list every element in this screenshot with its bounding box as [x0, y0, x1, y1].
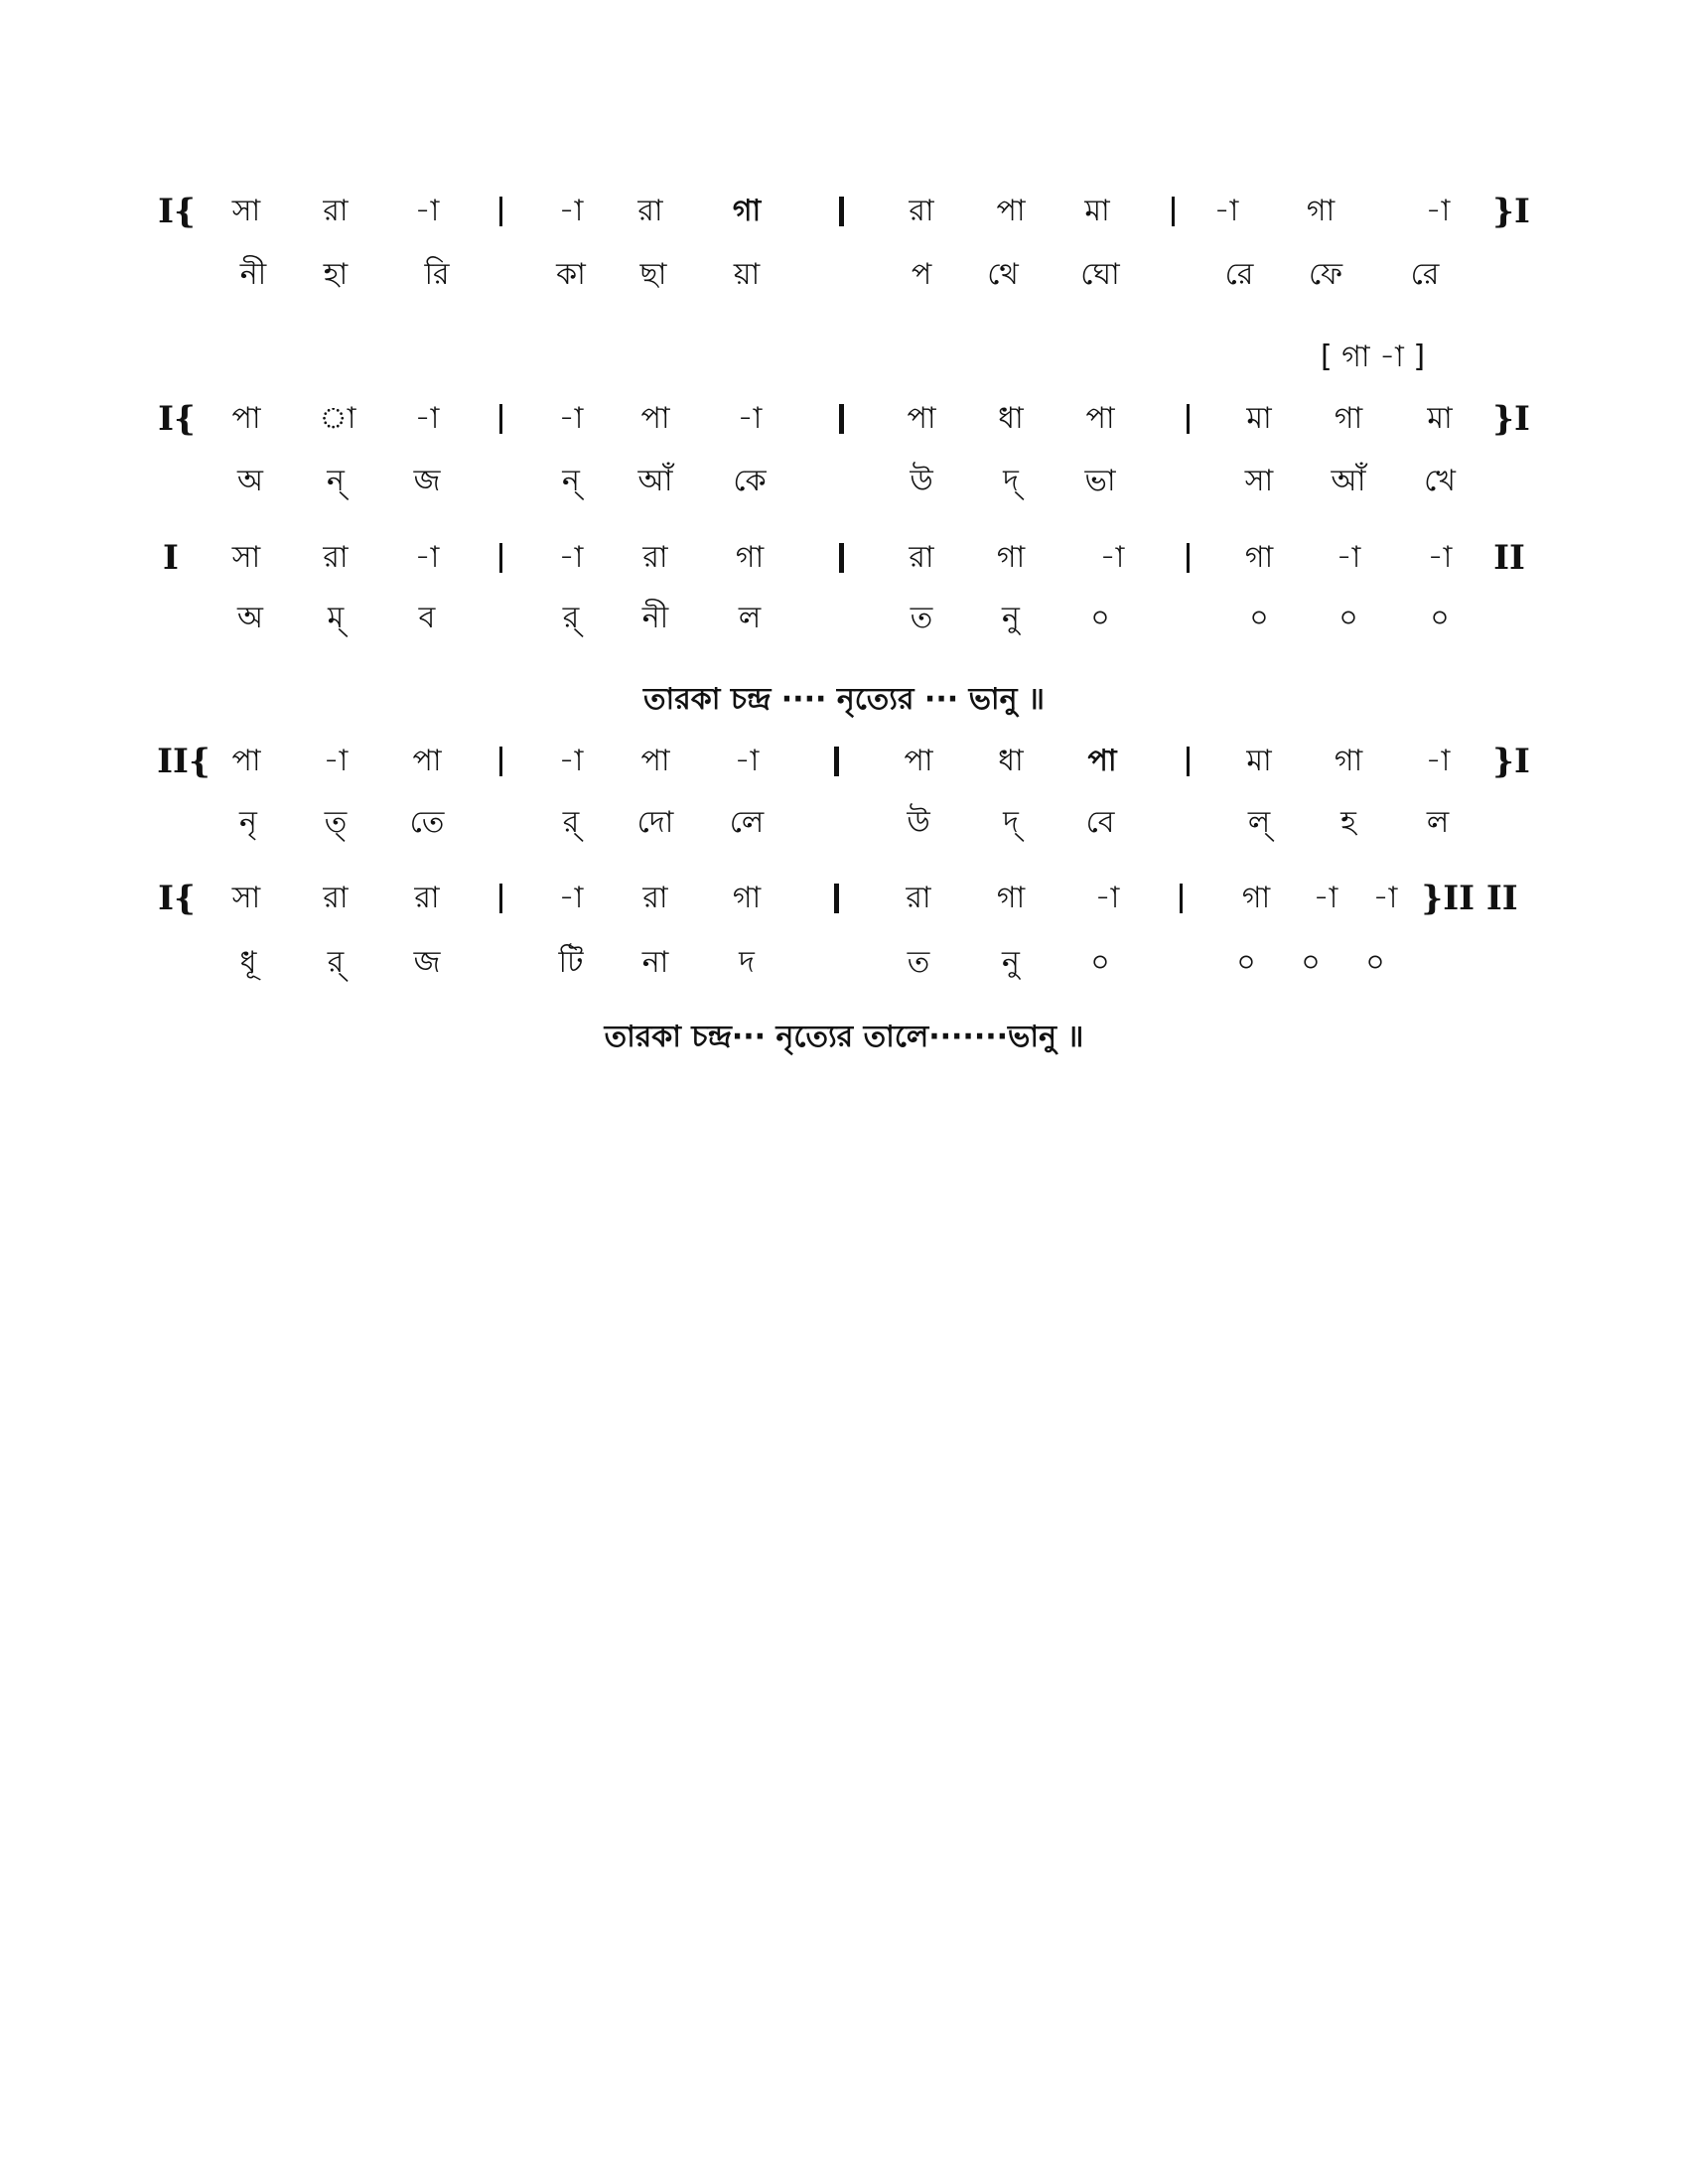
- note: পা: [907, 401, 936, 436]
- beat-bar: [499, 197, 502, 226]
- note: রা: [323, 194, 349, 228]
- note: সা: [231, 540, 261, 575]
- note: গা: [1241, 881, 1271, 915]
- note: রা: [637, 194, 663, 228]
- syllable: ব: [418, 601, 436, 635]
- syllable: হা: [323, 257, 349, 292]
- note: ধা: [998, 401, 1024, 436]
- note: পা: [231, 744, 261, 778]
- end-mark: II: [1493, 538, 1525, 578]
- syllable: বে: [1085, 805, 1115, 840]
- syllable: কে: [733, 464, 767, 498]
- note: পা: [996, 194, 1026, 228]
- syllable: ০: [1236, 945, 1256, 980]
- syllable: দো: [636, 805, 674, 840]
- notation-line-1: [0, 187, 1688, 236]
- syllable: খে: [1424, 464, 1456, 498]
- syllable: য়া: [733, 257, 761, 292]
- note: -া: [1425, 744, 1451, 778]
- syllable: কা: [556, 257, 586, 292]
- note: -া: [323, 744, 349, 778]
- syllable: দ্: [1003, 464, 1019, 498]
- end-mark: }II II: [1421, 879, 1518, 918]
- notation-line-4: [0, 737, 1688, 786]
- note: -া: [1213, 194, 1239, 228]
- syllable: ০: [1249, 601, 1269, 635]
- note: -া: [1427, 540, 1453, 575]
- note: -া: [1425, 194, 1451, 228]
- syllable: আঁ: [1331, 464, 1366, 498]
- syllable: হ: [1340, 805, 1356, 840]
- syllable: ত: [907, 945, 930, 980]
- syllable: লে: [729, 805, 765, 840]
- beat-bar: [1180, 884, 1183, 913]
- start-mark: II{: [157, 742, 211, 781]
- start-mark: I: [163, 538, 179, 578]
- note: রা: [323, 881, 349, 915]
- syllable: নু: [1002, 945, 1020, 980]
- note: মা: [1084, 194, 1110, 228]
- note: রা: [323, 540, 349, 575]
- start-mark: I{: [158, 879, 196, 918]
- measure-bar: [839, 197, 844, 226]
- note: মা: [1246, 744, 1272, 778]
- syllable: না: [641, 945, 669, 980]
- notation-line-5: [0, 874, 1688, 923]
- note: -া: [414, 401, 440, 436]
- syllable: তে: [409, 805, 445, 840]
- syllable: ন্: [327, 464, 345, 498]
- note: -া: [558, 401, 584, 436]
- beat-bar: [499, 747, 502, 776]
- note: -া: [558, 194, 584, 228]
- measure-bar: [834, 884, 839, 913]
- note: -া: [1099, 540, 1125, 575]
- beat-bar: [499, 884, 502, 913]
- lyrics-line-2: [0, 457, 1688, 506]
- note: -া: [558, 881, 584, 915]
- note: রা: [414, 881, 440, 915]
- syllable: ত্: [324, 805, 348, 840]
- note: -া: [414, 540, 440, 575]
- note: -া: [1372, 881, 1398, 915]
- note: গা: [1244, 540, 1274, 575]
- lyrics-line-1: [0, 250, 1688, 300]
- note: সা: [231, 194, 261, 228]
- note: গা: [996, 881, 1026, 915]
- note: পা: [231, 401, 261, 436]
- syllable: দ্: [1003, 805, 1019, 840]
- syllable: র্: [327, 945, 345, 980]
- notation-line-2: [0, 394, 1688, 444]
- syllable: র্: [562, 601, 580, 635]
- syllable: ধূ: [239, 945, 257, 980]
- note: পা: [1087, 744, 1117, 778]
- note: মা: [1427, 401, 1453, 436]
- syllable: থে: [987, 257, 1019, 292]
- note: পা: [1085, 401, 1115, 436]
- note: রা: [642, 881, 668, 915]
- syllable: নী: [239, 257, 267, 292]
- note: -া: [414, 194, 440, 228]
- beat-bar: [1187, 747, 1190, 776]
- syllable: ম্: [327, 601, 345, 635]
- syllable: আঁ: [637, 464, 673, 498]
- syllable: অ: [237, 464, 263, 498]
- note: রা: [906, 881, 931, 915]
- end-mark: }I: [1492, 742, 1530, 781]
- measure-bar: [839, 543, 844, 573]
- note: সা: [231, 881, 261, 915]
- notation-line-3: [0, 533, 1688, 583]
- start-mark: I{: [158, 192, 196, 231]
- lyrics-line-3: [0, 594, 1688, 643]
- syllable: রি: [424, 257, 450, 292]
- note: গা: [732, 194, 762, 228]
- syllable: উ: [910, 464, 933, 498]
- alternate-notation: [ গা -া ]: [1321, 340, 1426, 374]
- note: পা: [904, 744, 933, 778]
- lyrics-line-5: [0, 938, 1688, 988]
- syllable: প: [911, 257, 932, 292]
- syllable: ০: [1090, 945, 1110, 980]
- note: রা: [642, 540, 668, 575]
- syllable: ০: [1365, 945, 1385, 980]
- note: পা: [412, 744, 442, 778]
- syllable: ভা: [1084, 464, 1116, 498]
- note: -া: [558, 540, 584, 575]
- note: গা: [996, 540, 1026, 575]
- note: া: [319, 401, 356, 436]
- syllable: ০: [1090, 601, 1110, 635]
- note: গা: [1334, 401, 1363, 436]
- note: রা: [909, 540, 934, 575]
- note: -া: [737, 401, 763, 436]
- note: গা: [1306, 194, 1336, 228]
- syllable: জ: [413, 464, 441, 498]
- note: মা: [1246, 401, 1272, 436]
- lyrics-line-4: [0, 798, 1688, 848]
- start-mark: I{: [158, 399, 196, 439]
- end-mark: }I: [1492, 399, 1530, 439]
- measure-bar: [834, 747, 839, 776]
- syllable: ল: [1426, 805, 1450, 840]
- note: পা: [640, 744, 670, 778]
- syllable: ল: [738, 601, 762, 635]
- syllable: ফে: [1308, 257, 1343, 292]
- note: রা: [909, 194, 934, 228]
- syllable: জ: [413, 945, 441, 980]
- syllable: অ: [237, 601, 263, 635]
- note: ধা: [998, 744, 1024, 778]
- note: -া: [1094, 881, 1120, 915]
- syllable: টি: [558, 945, 584, 980]
- syllable: নী: [641, 601, 669, 635]
- syllable: রে: [1224, 257, 1254, 292]
- refrain-2: তারকা চন্দ্র··· নৃত্যের তালে·······ভানু ॥: [604, 1020, 1084, 1054]
- syllable: ছা: [639, 257, 667, 292]
- beat-bar: [1172, 197, 1175, 226]
- syllable: দ: [739, 945, 755, 980]
- measure-bar: [839, 404, 844, 434]
- syllable: ন্: [562, 464, 580, 498]
- syllable: ০: [1301, 945, 1321, 980]
- syllable: র্: [562, 805, 580, 840]
- syllable: ০: [1338, 601, 1358, 635]
- syllable: সা: [1244, 464, 1274, 498]
- note: -া: [734, 744, 760, 778]
- syllable: নু: [1002, 601, 1020, 635]
- note: -া: [1336, 540, 1361, 575]
- note: গা: [1334, 744, 1363, 778]
- beat-bar: [1187, 404, 1190, 434]
- note: পা: [640, 401, 670, 436]
- note: গা: [735, 540, 765, 575]
- syllable: ঘো: [1080, 257, 1120, 292]
- note: -া: [1313, 881, 1338, 915]
- syllable: ০: [1430, 601, 1450, 635]
- note: গা: [732, 881, 762, 915]
- syllable: ল্: [1247, 805, 1271, 840]
- beat-bar: [499, 543, 502, 573]
- syllable: রে: [1410, 257, 1440, 292]
- syllable: ত: [910, 601, 933, 635]
- note: -া: [558, 744, 584, 778]
- syllable: নৃ: [239, 805, 257, 840]
- beat-bar: [1187, 543, 1190, 573]
- refrain-1: তারকা চন্দ্র ···· নৃত্যের ··· ভানু ॥: [643, 682, 1045, 717]
- syllable: উ: [907, 805, 930, 840]
- end-mark: }I: [1492, 192, 1530, 231]
- beat-bar: [499, 404, 502, 434]
